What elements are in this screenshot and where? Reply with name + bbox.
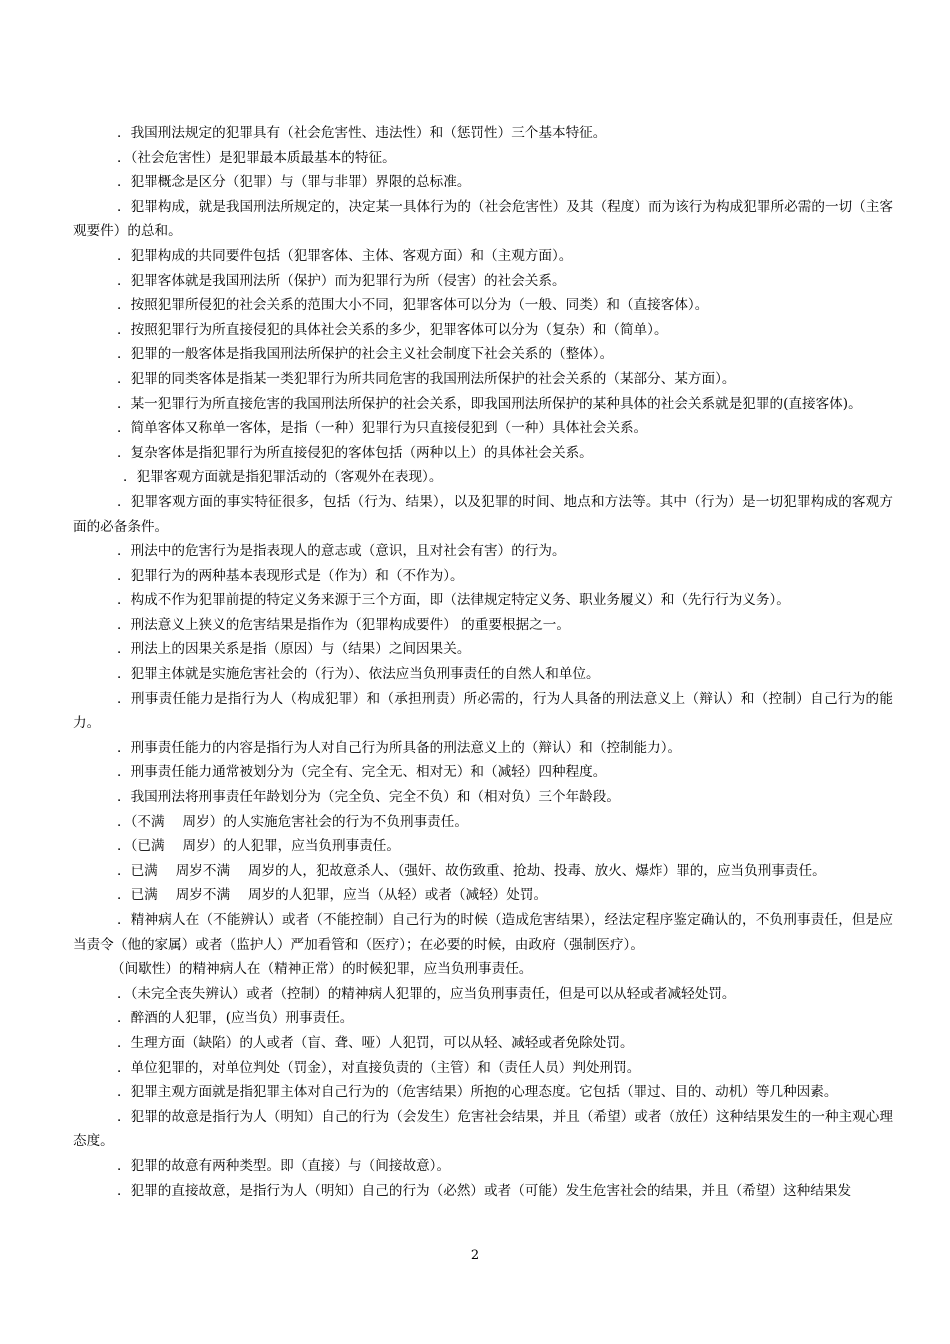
paragraph: ．生理方面（缺陷）的人或者（盲、聋、哑）人犯罚，可以从轻、减轻或者免除处罚。 [117, 1034, 634, 1051]
paragraph: ．犯罪客体就是我国刑法所（保护）而为犯罪行为所（侵害）的社会关系。 [117, 272, 566, 289]
paragraph: ．刑事责任能力是指行为人（构成犯罪）和（承担刑责）所必需的，行为人具备的刑法意义上（辩认）和（控制）自己行为的能力。 [73, 690, 893, 732]
paragraph: ．精神病人在（不能辨认）或者（不能控制）自己行为的时候（造成危害结果），经法定程序鉴定确认的，不负刑事责任，但是应当责令（他的家属）或者（监护人）严加看管和（医疗）；在必要的时候，由政府（强制医疗）。 [73, 912, 893, 953]
paragraph: ．犯罪的故意有两种类型。即（直接）与（间接故意）。 [117, 1157, 451, 1174]
paragraph: ．按照犯罪行为所直接侵犯的具体社会关系的多少，犯罪客体可以分为（复杂）和（简单）。 [117, 321, 668, 338]
paragraph: ．按照犯罪所侵犯的社会关系的范围大小不同，犯罪客体可以分为（一般、同类）和（直接客体）。 [117, 297, 709, 314]
paragraph: ．犯罪的直接故意，是指行为人（明知）自己的行为（必然）或者（可能）发生危害社会的结果，并且（希望）这种结果发 [117, 1182, 852, 1199]
paragraph: ．（不满 周岁）的人实施危害社会的行为不负刑事责任。 [117, 813, 468, 830]
paragraph: ．（未完全丧失辨认）或者（控制）的精神病人犯罪的，应当负刑事责任，但是可以从轻或者减轻处罚。 [117, 985, 736, 1002]
paragraph: ．已满 周岁不满 周岁的人犯罪，应当（从轻）或者（减轻）处罚。 [117, 887, 548, 904]
paragraph: ．犯罪行为的两种基本表现形式是（作为）和（不作为）。 [117, 567, 464, 584]
paragraph: ．犯罪客观方面就是指犯罪活动的（客观外在表现）。 [123, 469, 443, 486]
paragraph: ．犯罪主观方面就是指犯罪主体对自己行为的（危害结果）所抱的心理态度。它包括（罪过、目的、动机）等几种因素。 [117, 1084, 838, 1101]
paragraph: ．（已满 周岁）的人犯罪，应当负刑事责任。 [117, 838, 400, 855]
paragraph: ．（社会危害性）是犯罪最本质最基本的特征。 [117, 149, 396, 166]
paragraph: ．犯罪客观方面的事实特征很多，包括（行为、结果），以及犯罪的时间、地点和方法等。其中（行为）是一切犯罪构成的客观方面的必备条件。 [73, 493, 893, 535]
paragraph: ．醉酒的人犯罪，(应当负）刑事责任。 [117, 1010, 354, 1027]
paragraph: ．我国刑法将刑事责任年龄划分为（完全负、完全不负）和（相对负）三个年龄段。 [117, 789, 620, 806]
paragraph: ．犯罪的故意是指行为人（明知）自己的行为（会发生）危害社会结果，并且（希望）或者（放任）这种结果发生的一种主观心理态度。 [73, 1108, 893, 1150]
paragraph: ．构成不作为犯罪前提的特定义务来源于三个方面，即（法律规定特定义务、职业务履义）和（先行行为义务）。 [117, 592, 790, 609]
paragraph: ．简单客体又称单一客体，是指（一种）犯罪行为只直接侵犯到（一种）具体社会关系。 [117, 420, 648, 437]
paragraph: ．犯罪构成的共同要件包括（犯罪客体、主体、客观方面）和（主观方面）。 [117, 247, 573, 264]
paragraph: （间歇性）的精神病人在（精神正常）的时候犯罪，应当负刑事责任。 [111, 961, 533, 978]
paragraph: ．复杂客体是指犯罪行为所直接侵犯的客体包括（两种以上）的具体社会关系。 [117, 444, 593, 461]
paragraph: ．犯罪构成，就是我国刑法所规定的，决定某一具体行为的（社会危害性）及其（程度）而为该行为构成犯罪所必需的一切（主客观要件）的总和。 [73, 198, 893, 240]
paragraph: ．已满 周岁不满 周岁的人，犯故意杀人、（强奸、故伤致重、抢劫、投毒、放火、爆炸）罪的，应当负刑事责任。 [117, 862, 826, 879]
paragraph: ．犯罪主体就是实施危害社会的（行为）、依法应当负刑事责任的自然人和单位。 [117, 666, 600, 683]
paragraph: ．单位犯罪的，对单位判处（罚金），对直接负责的（主管）和（责任人员）判处刑罚。 [117, 1059, 641, 1076]
paragraph: ．刑法中的危害行为是指表现人的意志或（意识，且对社会有害）的行为。 [117, 543, 566, 560]
paragraph: ．犯罪的同类客体是指某一类犯罪行为所共同危害的我国刑法所保护的社会关系的（某部分、某方面）。 [117, 370, 736, 387]
paragraph: ．刑法意义上狭义的危害结果是指作为（犯罪构成要件） 的重要根据之一。 [117, 616, 570, 633]
paragraph: ．某一犯罪行为所直接危害的我国刑法所保护的社会关系，即我国刑法所保护的某种具体的社会关系就是犯罪的(直接客体)。 [117, 395, 862, 412]
paragraph: ．我国刑法规定的犯罪具有（社会危害性、违法性）和（惩罚性）三个基本特征。 [117, 125, 607, 141]
page-number: 2 [470, 1248, 480, 1263]
paragraph: ．刑事责任能力的内容是指行为人对自己行为所具备的刑法意义上的（辩认）和（控制能力）。 [117, 739, 682, 756]
paragraph: ．刑法上的因果关系是指（原因）与（结果）之间因果关。 [117, 641, 471, 658]
paragraph: ．刑事责任能力通常被划分为（完全有、完全无、相对无）和（减轻）四种程度。 [117, 764, 607, 781]
paragraph: ．犯罪概念是区分（犯罪）与（罪与非罪）界限的总标准。 [117, 174, 471, 191]
paragraph: ．犯罪的一般客体是指我国刑法所保护的社会主义社会制度下社会关系的（整体）。 [117, 346, 614, 363]
document-body [73, 121, 893, 1203]
